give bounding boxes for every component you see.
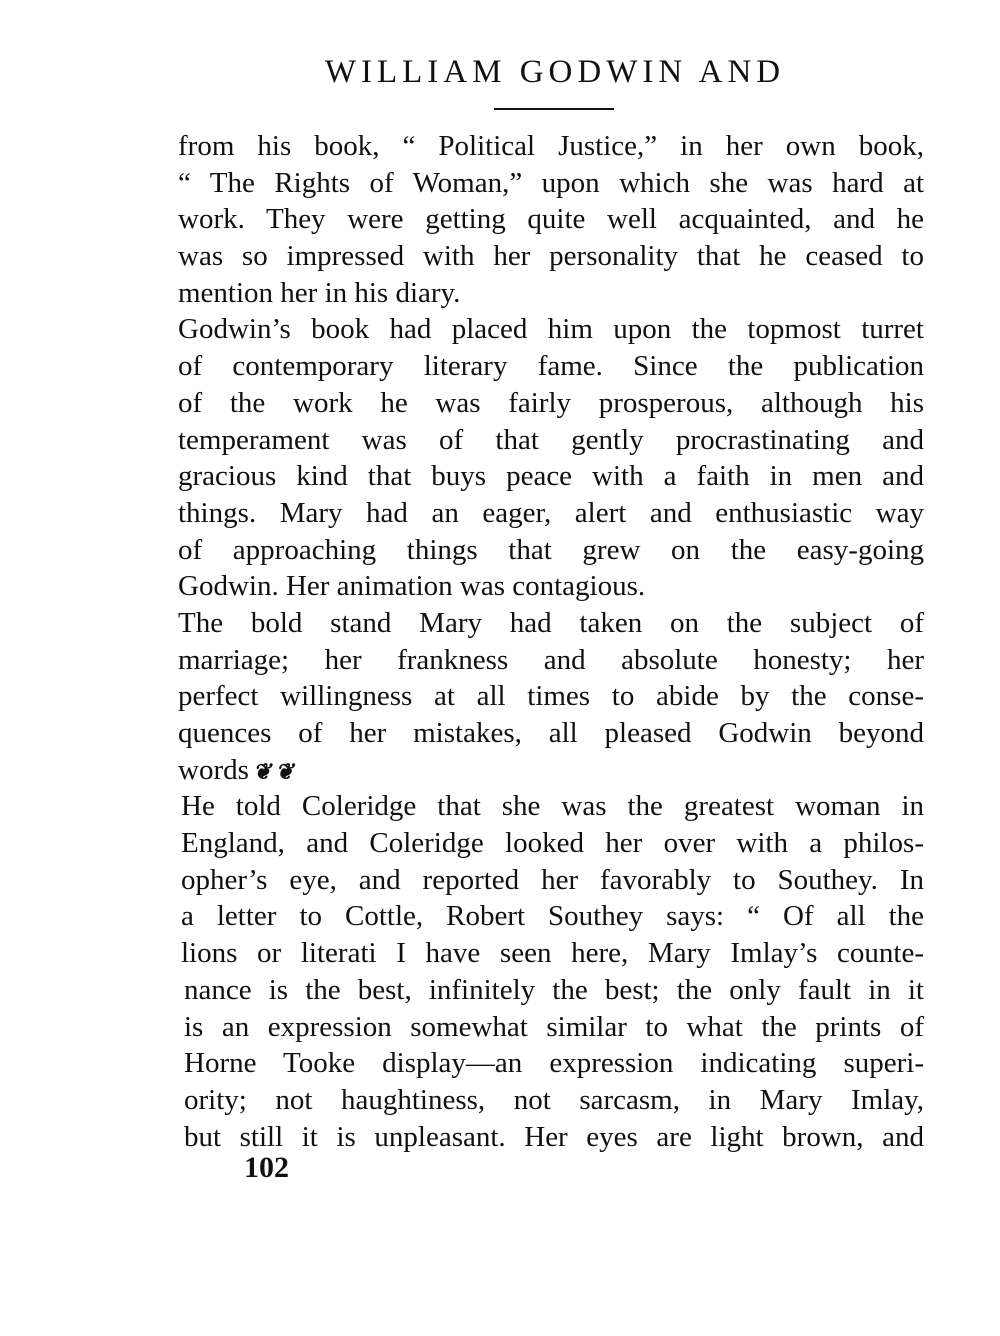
text-line-content: but still it is unpleasant. Her eyes are light brown, and <box>184 1120 924 1153</box>
text-line-content: lions or literati I have seen here, Mary Imlay’s counte- <box>181 937 924 970</box>
text-line-content: of contemporary literary fame. Since the publication <box>178 350 924 383</box>
text-line <box>178 422 924 459</box>
text-line <box>178 715 924 752</box>
text-line-content: perfect willingness at all times to abide by the conse- <box>178 680 924 713</box>
text-line-content: ority; not haughtiness, not sarcasm, in Mary Imlay, <box>184 1083 924 1116</box>
text-line-content: Godwin. Her animation was contagious. <box>178 570 646 603</box>
text-line <box>178 642 924 679</box>
fleuron-ornament-icon: ❦ <box>252 758 272 784</box>
text-line <box>178 385 924 422</box>
text-line-content: gracious kind that buys peace with a faith in men and <box>178 460 924 493</box>
text-line <box>178 605 924 642</box>
text-line <box>178 238 924 275</box>
text-line <box>178 935 924 972</box>
head-rule-divider <box>494 108 614 110</box>
text-line-content: England, and Coleridge looked her over with a philos- <box>181 827 924 860</box>
text-line-content: of approaching things that grew on the easy-going <box>178 533 924 566</box>
text-line-content: from his book, “ Political Justice,” in her own book, <box>178 130 924 162</box>
text-line <box>178 1009 924 1046</box>
text-line-content: words <box>178 753 249 786</box>
page-number: 102 <box>244 1151 289 1184</box>
text-line <box>178 1119 924 1156</box>
text-line <box>178 1045 924 1082</box>
text-line <box>178 275 924 312</box>
text-line-content: a letter to Cottle, Robert Southey says: “ Of all the <box>181 900 924 933</box>
text-line <box>178 128 924 165</box>
body-text <box>178 128 924 1155</box>
text-line <box>178 165 924 202</box>
text-line-content: work. They were getting quite well acquainted, and he <box>178 203 924 236</box>
text-line-content: of the work he was fairly prosperous, although his <box>178 386 924 419</box>
running-head: WILLIAM GODWIN AND <box>324 54 786 90</box>
text-line <box>178 495 924 532</box>
text-line <box>178 825 924 862</box>
text-line <box>178 678 924 715</box>
text-line-content: nance is the best, infinitely the best; the only fault in it <box>184 973 924 1006</box>
text-line-content: opher’s eye, and reported her favorably to Southey. In <box>181 863 924 896</box>
text-line-content: things. Mary had an eager, alert and enthusiastic way <box>178 496 924 529</box>
text-line <box>178 201 924 238</box>
text-line-content: “ The Rights of Woman,” upon which she was hard at <box>178 166 924 199</box>
text-line <box>178 532 924 569</box>
text-line <box>178 1082 924 1119</box>
text-line-content: The bold stand Mary had taken on the subject of <box>178 606 924 639</box>
text-line <box>178 898 924 935</box>
text-line-content: temperament was of that gently procrastinating and <box>178 423 924 456</box>
text-line <box>178 568 924 605</box>
text-line <box>178 348 924 385</box>
text-line-content: mention her in his diary. <box>178 276 461 309</box>
text-line-content: is an expression somewhat similar to what the prints of <box>184 1010 924 1043</box>
text-line <box>178 458 924 495</box>
text-line-content: He told Coleridge that she was the greatest woman in <box>181 790 924 823</box>
text-line <box>178 788 924 825</box>
text-line-content: Horne Tooke display—an expression indicating superi- <box>184 1047 924 1080</box>
fleuron-ornament-icon: ❦ <box>275 758 294 784</box>
text-line <box>178 311 924 348</box>
text-line-content: quences of her mistakes, all pleased Godwin beyond <box>178 717 924 749</box>
text-line <box>178 862 924 899</box>
text-line <box>178 972 924 1009</box>
text-line <box>178 752 924 789</box>
text-line-content: Godwin’s book had placed him upon the topmost turret <box>178 313 924 346</box>
text-line-content: marriage; her frankness and absolute honesty; her <box>178 643 924 676</box>
text-line-content: was so impressed with her personality that he ceased to <box>178 240 924 273</box>
